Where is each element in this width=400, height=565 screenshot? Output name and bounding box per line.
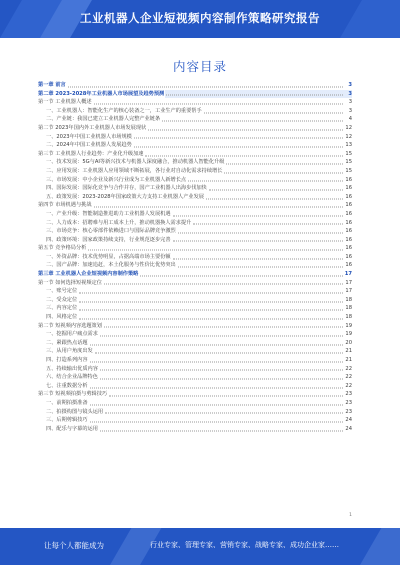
toc-entry-label: 七、注重数据分析 [38,382,89,391]
toc-entry-label: 一、挖掘用户痛点需求 [38,330,99,339]
toc-entry-page: 12 [345,133,352,140]
toc-dot-leader [226,164,343,165]
toc-dot-leader [206,198,343,199]
toc-entry-page: 16 [345,236,352,243]
toc-chapter-entry[interactable] [38,270,352,279]
toc-entry-label: 三、从用户角度出发 [38,347,94,356]
toc-section-entry[interactable] [38,201,352,210]
toc-entry-page: 3 [348,90,352,97]
toc-entry-label: 第一节 如何选择短视频定位 [38,279,102,286]
toc-dot-leader [193,224,343,225]
toc-entry-label: 第二节 2023年国内外工业机器人市场发展现状 [38,124,147,131]
toc-entry-label: 五、政策发展：2023-2028年国家政策大力支持工业机器人产业发展 [38,193,205,202]
toc-entry-label: 六、结合企业品牌特色 [38,373,99,382]
toc-chapter-entry[interactable] [38,90,352,99]
toc-entry-label: 第五节 竞争格局分析 [38,245,87,252]
toc-entry-page: 21 [345,348,352,355]
footer-decoration [360,528,400,565]
toc-entry-page: 17 [345,279,352,286]
toc-subsection-entry[interactable] [38,304,352,313]
toc-dot-leader [88,250,343,251]
toc-entry-label: 四、打造系列内容 [38,356,89,365]
toc-entry-page: 16 [345,219,352,226]
toc-section-entry[interactable] [38,279,352,288]
toc-entry-label: 一、产业升级：智能制造推进助力工业机器人发展机遇 [38,210,172,219]
toc-entry-page: 17 [344,271,352,278]
toc-entry-label: 一、前期拍摄准备 [38,399,89,408]
footer-slogan: 让每个人都能成为 [44,541,104,550]
toc-entry-page: 24 [345,425,352,432]
toc-entry-page: 23 [345,399,352,406]
toc-entry-label: 三、市场竞争：核心零部件依赖进口与国际品牌竞争激烈 [38,227,177,236]
toc-section-entry[interactable] [38,390,352,399]
header-banner [0,0,400,38]
toc-subsection-entry[interactable] [38,330,352,339]
toc-dot-leader [90,421,343,422]
toc-entry-page: 3 [348,82,352,88]
toc-entry-page: 22 [345,374,352,381]
toc-entry-label: 一、技术发展：5G与AI等新兴技术与机器人深度融合，推动机器人智能化升级 [38,158,225,167]
toc-subsection-entry[interactable] [38,219,352,228]
toc-dot-leader [140,275,343,276]
toc-subsection-entry[interactable] [38,287,352,296]
toc-section-entry[interactable] [38,150,352,159]
toc-subsection-entry[interactable] [38,416,352,425]
toc-dot-leader [79,301,343,302]
toc-subsection-entry[interactable] [38,227,352,236]
toc-entry-page: 16 [345,176,352,183]
toc-dot-leader [224,172,343,173]
toc-dot-leader [100,370,343,371]
toc-subsection-entry[interactable] [38,253,352,262]
toc-entry-label: 三、后期剪辑技巧 [38,416,89,425]
toc-subsection-entry[interactable] [38,399,352,408]
toc-dot-leader [100,430,343,431]
toc-dot-leader [134,138,343,139]
toc-entry-page: 21 [345,357,352,363]
toc-entry-label: 二、受众定位 [38,296,78,305]
toc-entry-page: 15 [345,167,352,174]
toc-entry-page: 16 [345,253,352,260]
toc-dot-leader [104,284,343,285]
toc-dot-leader [178,232,343,233]
toc-entry-label: 一、2023年中国工业机器人市场规模 [38,133,133,142]
toc-dot-leader [104,327,343,328]
toc-entry-page: 17 [345,288,352,295]
toc-entry-label: 四、政策环境：国家政策持续支持，行业规范逐步完善 [38,236,172,245]
toc-section-entry[interactable] [38,244,352,253]
toc-dot-leader [79,310,343,311]
toc-subsection-entry[interactable] [38,313,352,322]
table-of-contents [38,81,352,433]
toc-dot-leader [90,344,343,345]
toc-heading: 内容目录 [172,59,227,74]
toc-entry-label: 一、账号定位 [38,287,78,296]
toc-dot-leader [90,387,343,388]
toc-entry-label: 一、外资品牌：技术优势明显，占据高端市场主要份额 [38,253,172,262]
toc-section-entry[interactable] [38,124,352,133]
toc-entry-label: 二、紧跟热点话题 [38,339,89,348]
toc-entry-label: 第三章 工业机器人企业短视频内容制作策略 [38,271,139,278]
toc-entry-label: 第三节 短视频拍摄与剪辑技巧 [38,391,108,398]
toc-dot-leader [166,95,343,96]
toc-entry-page: 18 [345,305,352,312]
toc-dot-leader [90,404,343,405]
toc-entry-page: 3 [348,107,352,114]
toc-subsection-entry[interactable] [38,133,352,142]
toc-entry-label: 第二节 短视频内容选题策划 [38,322,102,329]
toc-subsection-entry[interactable] [38,167,352,176]
toc-dot-leader [188,181,343,182]
page-number: 1 [349,513,352,518]
toc-entry-label: 一、工业机器人：智能化生产的核心装备之一，工业生产的重要帮手 [38,107,203,116]
toc-entry-page: 20 [345,339,352,346]
toc-entry-label: 第一节 工业机器人概述 [38,99,92,106]
toc-entry-label: 第二章 2023-2028年工业机器人市场展望及趋势预测 [38,90,165,97]
toc-entry-page: 22 [345,365,352,372]
toc-dot-leader [94,103,343,104]
toc-entry-label: 二、国产品牌：加速追赶，本土化服务与性价比优势突出 [38,261,177,270]
toc-dot-leader [100,336,343,337]
toc-entry-page: 19 [345,331,352,338]
toc-subsection-entry[interactable] [38,261,352,270]
toc-subsection-entry[interactable] [38,115,352,124]
toc-dot-leader [134,146,343,147]
toc-entry-label: 二、人力成本：招聘难与用工成本上升，推动机器换人需求提升 [38,219,192,228]
toc-entry-label: 四、配乐与字幕的运用 [38,425,99,434]
toc-subsection-entry[interactable] [38,382,352,391]
toc-entry-label: 四、风格定位 [38,313,78,322]
toc-dot-leader [105,413,343,414]
toc-entry-page: 19 [345,322,352,329]
toc-entry-page: 15 [345,159,352,166]
toc-entry-label: 二、应用发展：工业机器人应用领域不断拓展，各行业对自动化需求持续增长 [38,167,223,176]
toc-entry-page: 16 [345,185,352,192]
toc-dot-leader [100,378,343,379]
toc-entry-label: 二、2024年中国工业机器人发展趋势 [38,141,133,150]
toc-entry-page: 23 [345,391,352,398]
toc-entry-label: 五、持续输出优质内容 [38,365,99,374]
toc-entry-page: 22 [345,382,352,389]
toc-subsection-entry[interactable] [38,158,352,167]
toc-entry-label: 第四节 市场机遇与挑战 [38,202,92,209]
toc-entry-label: 三、市场发展：中小企业及新兴行业成为工业机器人新增长点 [38,176,187,185]
toc-entry-label: 二、拍摄构图与镜头运用 [38,408,104,417]
toc-entry-page: 18 [345,314,352,321]
toc-subsection-entry[interactable] [38,347,352,356]
toc-entry-label: 三、内容定位 [38,304,78,313]
toc-dot-leader [79,318,343,319]
toc-subsection-entry[interactable] [38,339,352,348]
toc-entry-label: 四、国际发展：国际化竞争与合作并存，国产工业机器人出海步伐加快 [38,184,208,193]
toc-subsection-entry[interactable] [38,176,352,185]
toc-dot-leader [173,258,343,259]
toc-subsection-entry[interactable] [38,236,352,245]
footer-tagline: 行业专家、管理专家、营销专家、战略专家、成功企业家…… [150,541,339,549]
toc-entry-page: 4 [348,116,352,123]
toc-subsection-entry[interactable] [38,296,352,305]
report-title: 工业机器人企业短视频内容制作策略研究报告 [80,11,320,25]
toc-dot-leader [178,267,343,268]
toc-chapter-entry[interactable] [38,81,352,90]
toc-dot-leader [109,396,343,397]
toc-subsection-entry[interactable] [38,356,352,365]
toc-entry-page: 13 [345,142,352,149]
toc-subsection-entry[interactable] [38,408,352,417]
toc-dot-leader [173,215,343,216]
toc-subsection-entry[interactable] [38,210,352,219]
toc-subsection-entry[interactable] [38,365,352,374]
toc-subsection-entry[interactable] [38,425,352,434]
toc-dot-leader [95,353,343,354]
toc-subsection-entry[interactable] [38,107,352,116]
toc-entry-page: 12 [345,124,352,131]
toc-entry-label: 第一章 前言 [38,82,66,88]
toc-entry-page: 23 [345,408,352,415]
toc-dot-leader [68,86,343,87]
toc-dot-leader [209,189,343,190]
toc-subsection-entry[interactable] [38,184,352,193]
footer-banner [0,528,400,565]
toc-entry-page: 16 [345,245,352,252]
toc-subsection-entry[interactable] [38,141,352,150]
toc-entry-page: 16 [345,262,352,269]
toc-dot-leader [162,121,343,122]
toc-entry-page: 3 [348,99,352,106]
toc-dot-leader [204,112,343,113]
toc-subsection-entry[interactable] [38,193,352,202]
toc-entry-label: 二、产业链：我国已建立工业机器人完整产业链条 [38,115,161,124]
toc-subsection-entry[interactable] [38,373,352,382]
toc-entry-page: 15 [345,150,352,157]
toc-dot-leader [79,293,343,294]
toc-section-entry[interactable] [38,322,352,331]
toc-dot-leader [145,155,343,156]
toc-section-entry[interactable] [38,98,352,107]
toc-entry-page: 16 [345,228,352,235]
toc-entry-page: 16 [345,210,352,217]
toc-entry-page: 24 [345,417,352,424]
toc-entry-label: 第三节 工业机器人行业趋势：产业化升级加速 [38,150,144,157]
toc-dot-leader [173,241,343,242]
toc-dot-leader [90,361,343,362]
toc-dot-leader [148,129,343,130]
toc-entry-page: 16 [345,202,352,209]
toc-entry-page: 16 [345,193,352,200]
toc-entry-page: 18 [345,296,352,303]
toc-dot-leader [94,207,343,208]
